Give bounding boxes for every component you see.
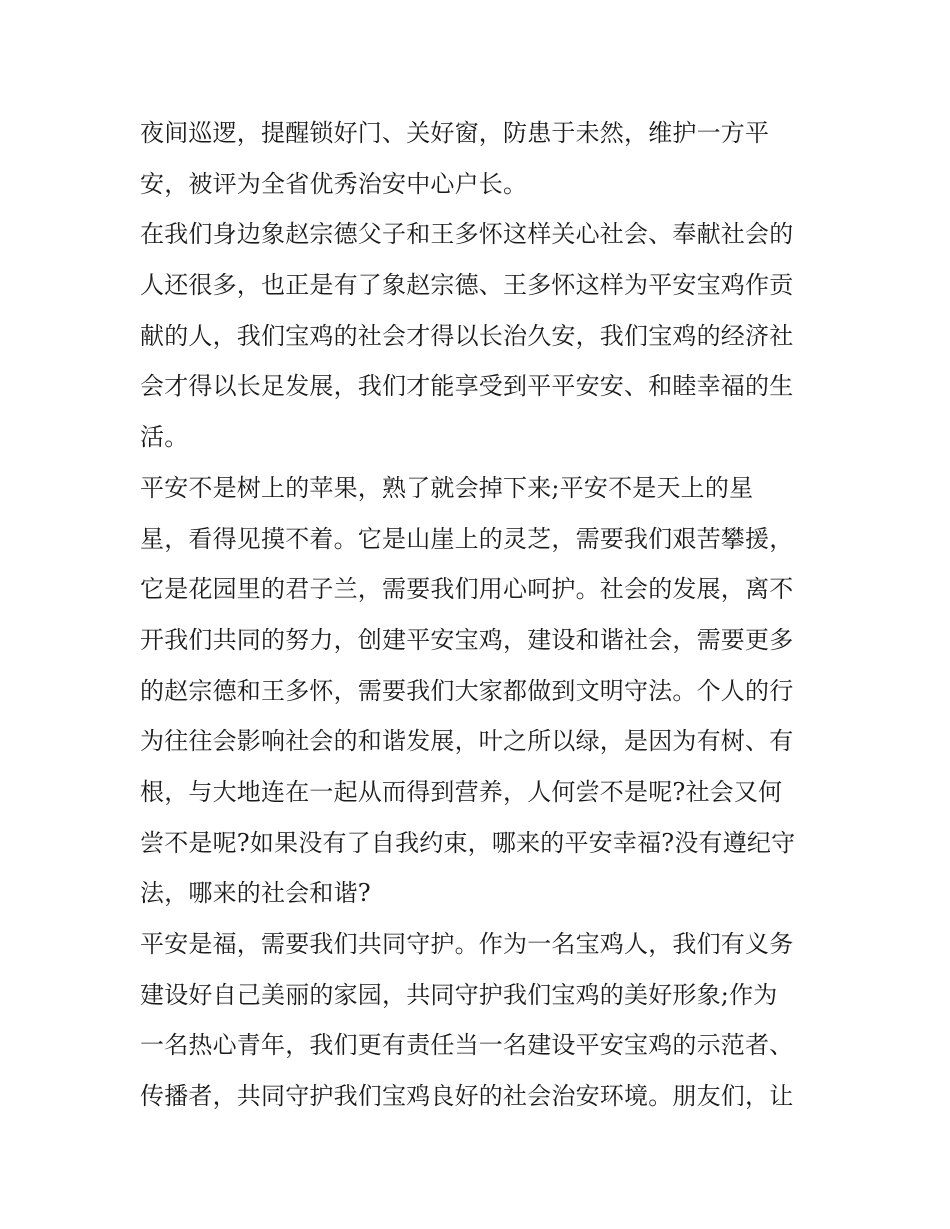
text-line: 夜间巡逻，提醒锁好门、关好窗，防患于未然，维护一方平 [140, 119, 770, 147]
text-line: 建设好自己美丽的家园，共同守护我们宝鸡的美好形象;作为 [140, 980, 778, 1009]
text-line: 传播者，共同守护我们宝鸡良好的社会治安环境。朋友们，让 [140, 1082, 794, 1111]
text-line: 会才得以长足发展，我们才能享受到平平安安、和睦幸福的生 [140, 372, 794, 401]
text-line: 安，被评为全省优秀治安中心户长。 [140, 169, 528, 198]
text-line: 尝不是呢?如果没有了自我约束，哪来的平安幸福?没有遵纪守 [140, 828, 796, 857]
text-line: 在我们身边象赵宗德父子和王多怀这样关心社会、奉献社会的 [140, 220, 794, 249]
body-text [140, 108, 820, 1122]
text-line: 开我们共同的努力，创建平安宝鸡，建设和谐社会，需要更多 [140, 625, 794, 654]
text-line: 根，与大地连在一起从而得到营养，人何尝不是呢?社会又何 [140, 777, 783, 806]
text-line: 星，看得见摸不着。它是山崖上的灵芝，需要我们艰苦攀援， [140, 524, 794, 553]
text-line: 法，哪来的社会和谐? [140, 879, 371, 908]
text-line: 活。 [140, 423, 189, 452]
text-line: 为往往会影响社会的和谐发展，叶之所以绿，是因为有树、有 [140, 727, 794, 756]
text-line: 的赵宗德和王多怀，需要我们大家都做到文明守法。个人的行 [140, 676, 794, 705]
text-line: 人还很多，也正是有了象赵宗德、王多怀这样为平安宝鸡作贡 [140, 271, 794, 300]
text-line: 平安是福，需要我们共同守护。作为一名宝鸡人，我们有义务 [140, 930, 794, 958]
text-line: 献的人，我们宝鸡的社会才得以长治久安，我们宝鸡的经济社 [140, 321, 794, 350]
text-line: 平安不是树上的苹果，熟了就会掉下来;平安不是天上的星 [140, 473, 754, 502]
text-line: 一名热心青年，我们更有责任当一名建设平安宝鸡的示范者、 [140, 1031, 794, 1060]
text-line: 它是花园里的君子兰，需要我们用心呵护。社会的发展，离不 [140, 575, 794, 604]
